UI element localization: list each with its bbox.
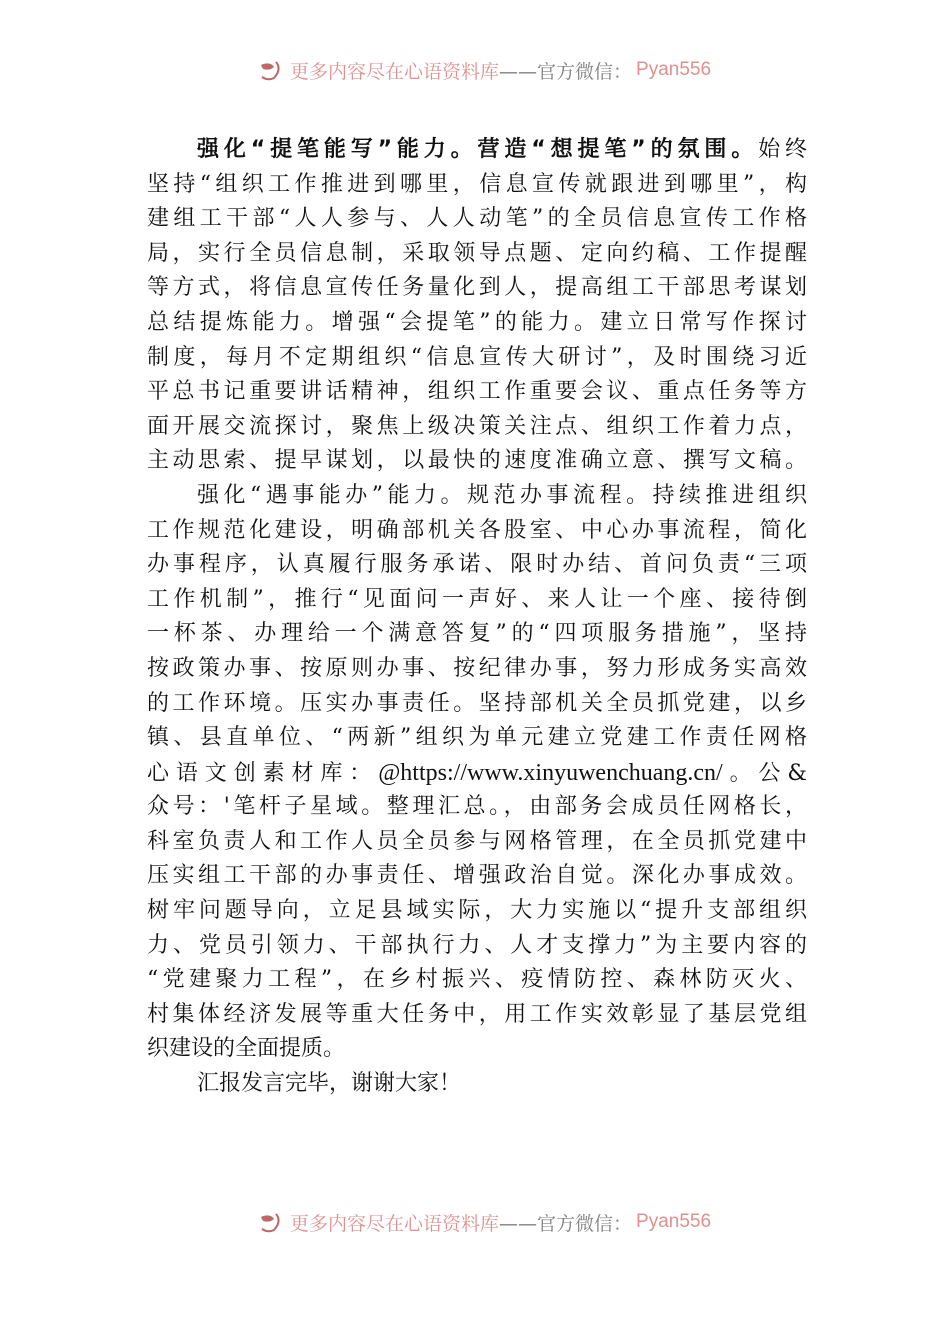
text-segment: 始终 (758, 137, 807, 162)
text-line (147, 133, 807, 168)
text-line: 面开展交流探讨，聚焦上级决策关注点、组织工作着力点， (147, 413, 807, 439)
text-line (147, 756, 807, 791)
header-watermark (258, 55, 711, 85)
text-line: 树牢问题导向，立足县域实际，大力实施以“提升支部组织 (147, 898, 807, 924)
text-line: 主动思索、提早谋划，以最快的速度准确立意、撰写文稿。 (147, 448, 807, 474)
text-segment: 。公& (722, 760, 807, 786)
logo-icon (258, 1211, 284, 1233)
text-line: 局，实行全员信息制，采取领导点题、定向约稿、工作提醒 (147, 240, 807, 266)
text-line: “党建聚力工程”，在乡村振兴、疫情防控、森林防灭火、 (147, 967, 807, 993)
text-line: 坚持“组织工作推进到哪里，信息宣传就跟进到哪里”，构 (147, 171, 807, 197)
text-line: 的工作环境。压实办事责任。坚持部机关全员抓党建，以乡 (147, 690, 807, 716)
text-line: 村集体经济发展等重大任务中，用工作实效彰显了基层党组 (147, 1001, 807, 1027)
text-line: 总结提炼能力。增强“会提笔”的能力。建立日常写作探讨 (147, 309, 807, 335)
text-line: 工作规范化建设，明确部机关各股室、中心办事流程，简化 (147, 517, 807, 543)
text-line: 平总书记重要讲话精神，组织工作重要会议、重点任务等方 (147, 379, 807, 405)
text-line: 织建设的全面提质。 (147, 1036, 346, 1062)
text-line: 众号：'笔杆子星域。整理汇总。，由部务会成员任网格长， (147, 794, 807, 820)
text-line: 一杯茶、办理给一个满意答复”的“四项服务措施”，坚持 (147, 621, 807, 647)
url-text: @https://www.xinyuwenchuang.cn/ (378, 759, 723, 786)
watermark-id: Pyan556 (636, 59, 712, 80)
text-line: 按政策办事、按原则办事、按纪律办事，努力形成务实高效 (147, 655, 807, 681)
watermark-text: 更多内容尽在心语资料库 (290, 1212, 500, 1235)
text-segment: 心语文创素材库： (147, 760, 379, 786)
text-line: 汇报发言完毕，谢谢大家！ (197, 1071, 462, 1097)
watermark-text: 更多内容尽在心语资料库 (290, 60, 500, 83)
bold-heading: 强化“提笔能写”能力。营造“想提笔”的氛围。 (197, 137, 759, 162)
text-line: 建组工干部“人人参与、人人动笔”的全员信息宣传工作格 (147, 206, 807, 232)
text-line: 科室负责人和工作人员全员参与网格管理，在全员抓党建中 (147, 828, 807, 854)
text-line: 工作机制”，推行“见面问一声好、来人让一个座、接待倒 (147, 586, 807, 612)
document-body (147, 133, 807, 1102)
watermark-label: ——官方微信： (499, 60, 633, 83)
text-line: 办事程序，认真履行服务承诺、限时办结、首问负责“三项 (147, 552, 807, 578)
text-line: 制度，每月不定期组织“信息宣传大研讨”，及时围绕习近 (147, 344, 807, 370)
watermark-id: Pyan556 (636, 1211, 712, 1232)
text-line: 力、党员引领力、干部执行力、人才支撑力”为主要内容的 (147, 932, 807, 958)
text-line: 压实组工干部的办事责任、增强政治自觉。深化办事成效。 (147, 863, 807, 889)
text-line: 镇、县直单位、“两新”组织为单元建立党建工作责任网格 (147, 725, 807, 751)
text-line: 强化“遇事能办”能力。规范办事流程。持续推进组织 (197, 482, 807, 508)
footer-watermark (258, 1207, 711, 1237)
watermark-label: ——官方微信： (499, 1212, 633, 1235)
logo-icon (258, 59, 284, 81)
text-line: 等方式，将信息宣传任务量化到人，提高组工干部思考谋划 (147, 275, 807, 301)
